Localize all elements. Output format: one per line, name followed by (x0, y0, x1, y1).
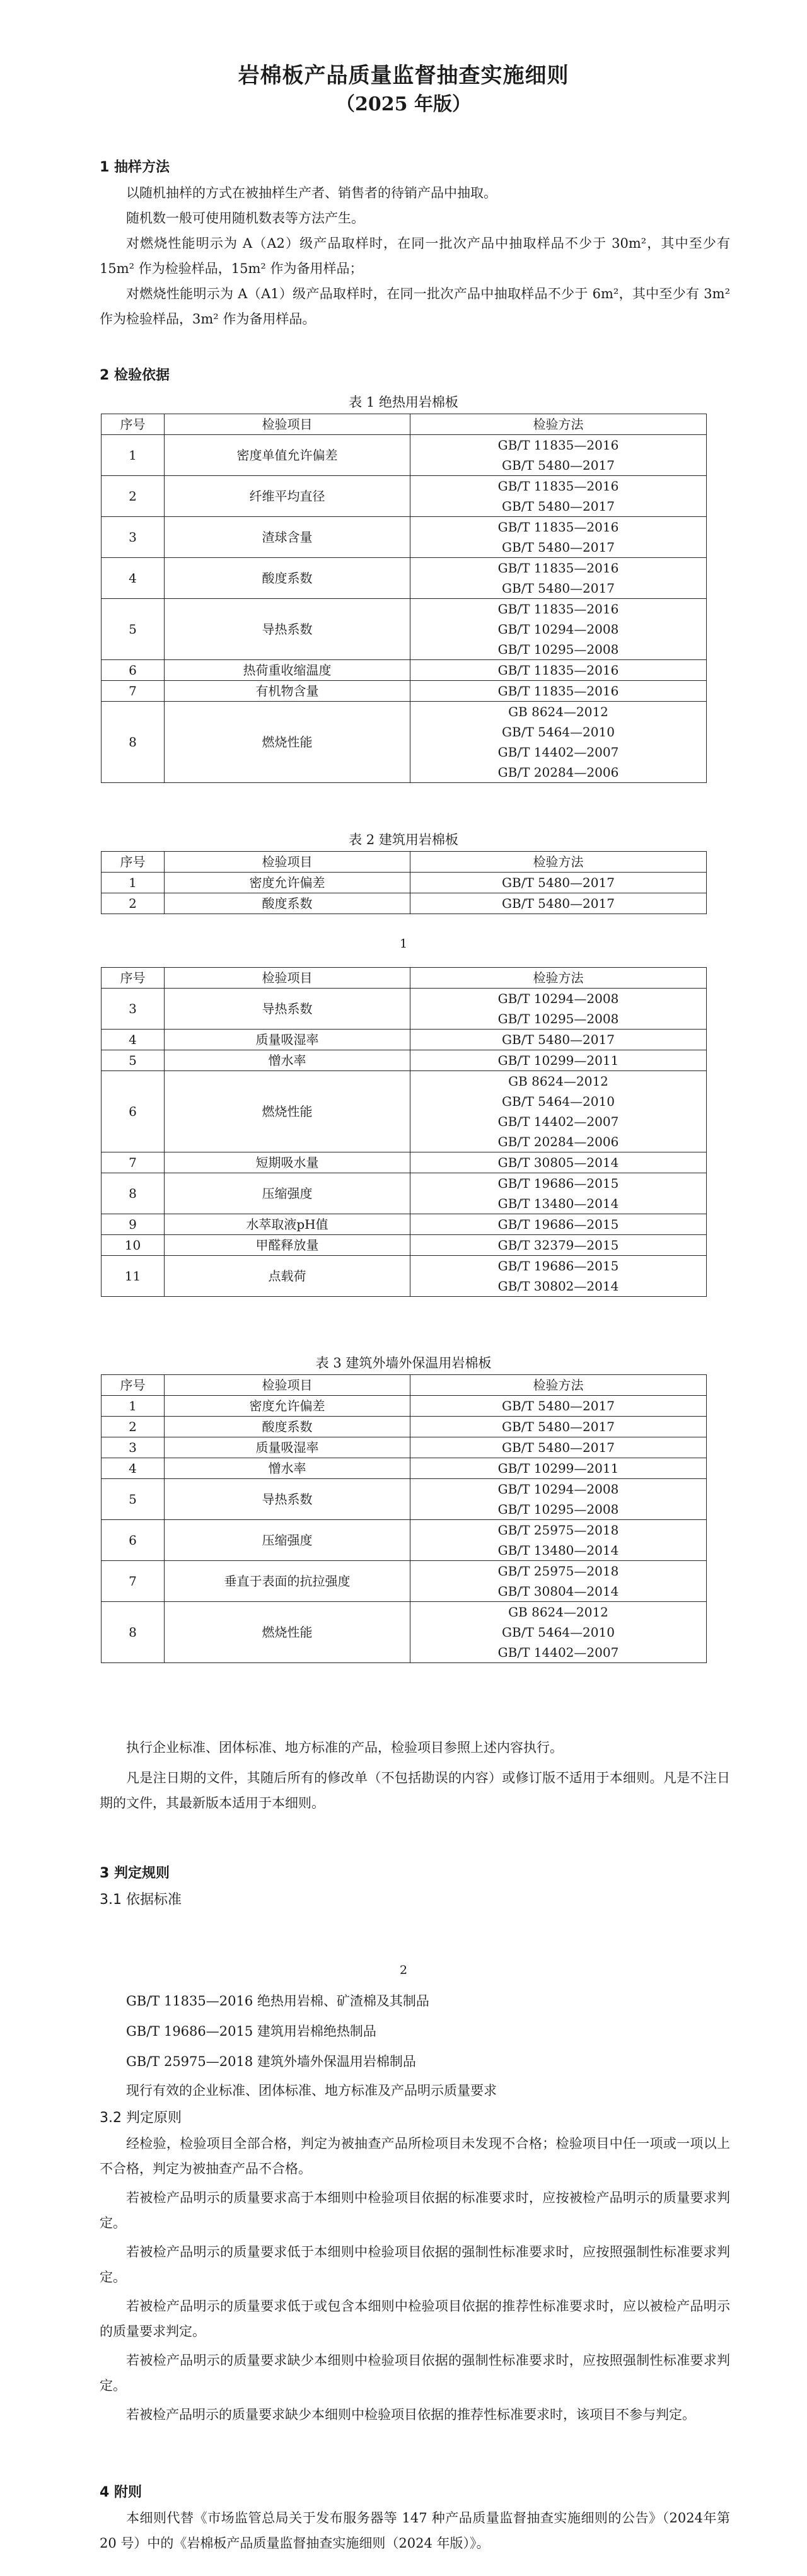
header-no: 序号 (102, 968, 165, 989)
method-standard: GB/T 10295—2008 (497, 1502, 619, 1517)
page-number: 1 (399, 937, 408, 951)
table-row (102, 1437, 707, 1458)
inspection-methods (410, 1520, 707, 1561)
method-standard: GB/T 19686—2015 (497, 1176, 619, 1191)
table-row (102, 1561, 707, 1602)
table-1-caption: 表 1 绝热用岩棉板 (349, 395, 458, 410)
row-number: 2 (102, 1417, 165, 1437)
inspection-methods (410, 1602, 707, 1663)
method-standard: GB/T 14402—2007 (497, 745, 619, 760)
table-row (102, 517, 707, 558)
inspection-methods (410, 517, 707, 558)
paragraph: 以随机抽样的方式在被抽样生产者、销售者的待销产品中抽取。 (126, 185, 497, 200)
row-number: 5 (102, 1050, 165, 1071)
section-2-heading: 2 检验依据 (100, 368, 170, 383)
method-standard: GB/T 11835—2016 (497, 601, 619, 617)
method-standard: GB/T 20284—2006 (497, 765, 619, 780)
table-row (102, 599, 707, 660)
table-row (102, 1071, 707, 1152)
inspection-item: 纤维平均直径 (165, 476, 410, 517)
table-row (102, 989, 707, 1030)
inspection-methods (410, 435, 707, 476)
table-2-caption: 表 2 建筑用岩棉板 (349, 832, 458, 847)
row-number: 3 (102, 517, 165, 558)
row-number: 4 (102, 1458, 165, 1479)
method-standard: GB/T 13480—2014 (497, 1543, 619, 1558)
standard-item: GB/T 25975—2018 建筑外墙外保温用岩棉制品 (126, 2054, 416, 2069)
inspection-methods (410, 989, 707, 1030)
inspection-item: 渣球含量 (165, 517, 410, 558)
inspection-item: 导热系数 (165, 989, 410, 1030)
row-number: 1 (102, 873, 165, 893)
table-header-row (102, 968, 707, 989)
method-standard: GB/T 20284—2006 (497, 1134, 619, 1149)
method-standard: GB/T 11835—2016 (497, 519, 619, 535)
row-number: 5 (102, 1479, 165, 1520)
header-no: 序号 (102, 852, 165, 873)
paragraph: 若被检产品明示的质量要求低于或包含本细则中检验项目依据的推荐性标准要求时，应以被检产品明示的质量要求判定。 (100, 2299, 730, 2339)
paragraph: 本细则代替《市场监管总局关于发布服务器等 147 种产品质量监督抽查实施细则的公告》（2024年第 20 号）中的《岩棉板产品质量监督抽查实施细则（2024 年版）》。 (100, 2510, 730, 2551)
inspection-methods (410, 1479, 707, 1520)
method-standard: GB/T 10299—2011 (497, 1461, 619, 1476)
method-standard: GB/T 14402—2007 (497, 1114, 619, 1129)
row-number: 1 (102, 435, 165, 476)
row-number: 8 (102, 702, 165, 783)
header-method: 检验方法 (410, 414, 707, 435)
inspection-methods (410, 1050, 707, 1071)
method-standard: GB/T 5480—2017 (502, 896, 615, 911)
inspection-item: 垂直于表面的抗拉强度 (165, 1561, 410, 1602)
table-1 (101, 414, 707, 783)
header-method: 检验方法 (410, 968, 707, 989)
inspection-methods (410, 893, 707, 914)
inspection-item: 燃烧性能 (165, 1071, 410, 1152)
row-number: 4 (102, 1030, 165, 1050)
subsection-3-1-heading: 3.1 依据标准 (100, 1892, 182, 1908)
table-row (102, 1050, 707, 1071)
table-row (102, 873, 707, 893)
inspection-item: 导热系数 (165, 1479, 410, 1520)
header-item: 检验项目 (165, 414, 410, 435)
row-number: 7 (102, 1152, 165, 1173)
standard-item: GB/T 11835—2016 绝热用岩棉、矿渣棉及其制品 (126, 1993, 429, 2009)
inspection-item: 憎水率 (165, 1458, 410, 1479)
table-row (102, 1152, 707, 1173)
table-header-row (102, 1375, 707, 1396)
inspection-methods (410, 1152, 707, 1173)
row-number: 2 (102, 476, 165, 517)
table-row (102, 1173, 707, 1214)
inspection-methods (410, 1235, 707, 1256)
method-standard: GB 8624—2012 (508, 1074, 608, 1089)
method-standard: GB/T 25975—2018 (497, 1523, 619, 1538)
method-standard: GB/T 13480—2014 (497, 1196, 619, 1211)
inspection-methods (410, 681, 707, 702)
method-standard: GB/T 5480—2017 (502, 581, 615, 596)
section-1-heading: 1 抽样方法 (100, 160, 170, 175)
row-number: 11 (102, 1256, 165, 1297)
header-item: 检验项目 (165, 968, 410, 989)
row-number: 7 (102, 681, 165, 702)
document-subtitle: （2025 年版） (336, 93, 471, 115)
row-number: 4 (102, 558, 165, 599)
method-standard: GB/T 10294—2008 (497, 1482, 619, 1497)
row-number: 10 (102, 1235, 165, 1256)
method-standard: GB/T 11835—2016 (497, 683, 619, 699)
method-standard: GB/T 10299—2011 (497, 1053, 619, 1068)
inspection-methods (410, 1030, 707, 1050)
table-2-part-b (101, 967, 707, 1297)
method-standard: GB/T 5480—2017 (502, 540, 615, 555)
table-header-row (102, 414, 707, 435)
inspection-methods (410, 1561, 707, 1602)
table-row (102, 1520, 707, 1561)
inspection-item: 燃烧性能 (165, 1602, 410, 1663)
row-number: 6 (102, 660, 165, 681)
table-row (102, 1030, 707, 1050)
paragraph: 若被检产品明示的质量要求低于本细则中检验项目依据的强制性标准要求时，应按照强制性标准要求判定。 (100, 2244, 730, 2285)
row-number: 3 (102, 989, 165, 1030)
table-row (102, 1602, 707, 1663)
paragraph: 随机数一般可使用随机数表等方法产生。 (126, 211, 364, 226)
method-standard: GB/T 10295—2008 (497, 642, 619, 657)
table-row (102, 1417, 707, 1437)
table-row (102, 1256, 707, 1297)
method-standard: GB/T 14402—2007 (497, 1645, 619, 1660)
table-row (102, 1458, 707, 1479)
header-no: 序号 (102, 1375, 165, 1396)
inspection-item: 热荷重收缩温度 (165, 660, 410, 681)
table-row (102, 558, 707, 599)
inspection-item: 压缩强度 (165, 1173, 410, 1214)
table-2-part-a (101, 851, 707, 914)
method-standard: GB/T 5464—2010 (502, 1094, 615, 1109)
inspection-methods (410, 702, 707, 783)
inspection-methods (410, 1396, 707, 1417)
inspection-methods (410, 873, 707, 893)
row-number: 9 (102, 1214, 165, 1235)
table-row (102, 1396, 707, 1417)
inspection-methods (410, 476, 707, 517)
inspection-methods (410, 558, 707, 599)
table-3-caption: 表 3 建筑外墙外保温用岩棉板 (315, 1355, 492, 1371)
inspection-item: 憎水率 (165, 1050, 410, 1071)
method-standard: GB/T 25975—2018 (497, 1564, 619, 1579)
method-standard: GB/T 30805—2014 (497, 1155, 619, 1170)
section-3-heading: 3 判定规则 (100, 1865, 170, 1881)
paragraph: 执行企业标准、团体标准、地方标准的产品，检验项目参照上述内容执行。 (126, 1740, 563, 1755)
method-standard: GB/T 5480—2017 (502, 458, 615, 473)
header-item: 检验项目 (165, 1375, 410, 1396)
method-standard: GB/T 19686—2015 (497, 1217, 619, 1232)
method-standard: GB/T 11835—2016 (497, 438, 619, 453)
header-item: 检验项目 (165, 852, 410, 873)
table-row (102, 1479, 707, 1520)
header-method: 检验方法 (410, 1375, 707, 1396)
inspection-item: 有机物含量 (165, 681, 410, 702)
header-method: 检验方法 (410, 852, 707, 873)
method-standard: GB 8624—2012 (508, 704, 608, 719)
method-standard: GB/T 5480—2017 (502, 875, 615, 890)
inspection-methods (410, 1214, 707, 1235)
method-standard: GB/T 11835—2016 (497, 663, 619, 678)
inspection-item: 质量吸湿率 (165, 1437, 410, 1458)
row-number: 2 (102, 893, 165, 914)
method-standard: GB/T 5464—2010 (502, 724, 615, 740)
inspection-item: 水萃取液pH值 (165, 1214, 410, 1235)
method-standard: GB/T 5480—2017 (502, 1440, 615, 1455)
subsection-3-2-heading: 3.2 判定原则 (100, 2110, 182, 2126)
table-row (102, 435, 707, 476)
row-number: 8 (102, 1173, 165, 1214)
paragraph: 若被检产品明示的质量要求缺少本细则中检验项目依据的强制性标准要求时，应按照强制性标准要求判定。 (100, 2353, 730, 2393)
inspection-item: 密度允许偏差 (165, 1396, 410, 1417)
method-standard: GB/T 5480—2017 (502, 1398, 615, 1413)
inspection-methods (410, 1256, 707, 1297)
header-no: 序号 (102, 414, 165, 435)
method-standard: GB/T 5480—2017 (502, 1032, 615, 1047)
inspection-methods (410, 1437, 707, 1458)
method-standard: GB/T 5464—2010 (502, 1625, 615, 1640)
inspection-item: 燃烧性能 (165, 702, 410, 783)
document-title: 岩棉板产品质量监督抽查实施细则 (238, 63, 569, 88)
standard-item: GB/T 19686—2015 建筑用岩棉绝热制品 (126, 2024, 376, 2039)
table-row (102, 893, 707, 914)
inspection-item: 密度允许偏差 (165, 873, 410, 893)
paragraph: 对燃烧性能明示为 A（A2）级产品取样时，在同一批次产品中抽取样品不少于 30m²，其中至少有 15m² 作为检验样品，15m² 作为备用样品； (100, 236, 730, 276)
method-standard: GB/T 11835—2016 (497, 479, 619, 494)
inspection-item: 密度单值允许偏差 (165, 435, 410, 476)
row-number: 6 (102, 1071, 165, 1152)
table-row (102, 476, 707, 517)
paragraph: 经检验，检验项目全部合格，判定为被抽查产品所检项目未发现不合格；检验项目中任一项或一项以上不合格，判定为被抽查产品不合格。 (100, 2136, 730, 2176)
paragraph: 若被检产品明示的质量要求缺少本细则中检验项目依据的推荐性标准要求时，该项目不参与判定。 (126, 2407, 695, 2422)
inspection-item: 压缩强度 (165, 1520, 410, 1561)
inspection-methods (410, 1417, 707, 1437)
row-number: 7 (102, 1561, 165, 1602)
inspection-methods (410, 660, 707, 681)
method-standard: GB/T 19686—2015 (497, 1258, 619, 1273)
inspection-methods (410, 1173, 707, 1214)
method-standard: GB/T 30802—2014 (497, 1279, 619, 1294)
row-number: 5 (102, 599, 165, 660)
row-number: 1 (102, 1396, 165, 1417)
inspection-methods (410, 1458, 707, 1479)
inspection-methods (410, 1071, 707, 1152)
table-header-row (102, 852, 707, 873)
paragraph: 若被检产品明示的质量要求高于本细则中检验项目依据的标准要求时，应按被检产品明示的质量要求判定。 (100, 2190, 730, 2231)
method-standard: GB/T 10294—2008 (497, 991, 619, 1006)
inspection-methods (410, 599, 707, 660)
table-row (102, 702, 707, 783)
method-standard: GB/T 30804—2014 (497, 1584, 619, 1599)
inspection-item: 点载荷 (165, 1256, 410, 1297)
section-4-heading: 4 附则 (100, 2485, 142, 2500)
inspection-item: 酸度系数 (165, 558, 410, 599)
row-number: 3 (102, 1437, 165, 1458)
row-number: 8 (102, 1602, 165, 1663)
table-row (102, 1214, 707, 1235)
inspection-item: 甲醛释放量 (165, 1235, 410, 1256)
method-standard: GB/T 10294—2008 (497, 622, 619, 637)
table-row (102, 681, 707, 702)
paragraph: 对燃烧性能明示为 A（A1）级产品取样时，在同一批次产品中抽取样品不少于 6m²，其中至少有 3m² 作为检验样品，3m² 作为备用样品。 (100, 286, 730, 327)
table-row (102, 660, 707, 681)
method-standard: GB/T 11835—2016 (497, 560, 619, 576)
method-standard: GB/T 10295—2008 (497, 1011, 619, 1026)
inspection-item: 短期吸水量 (165, 1152, 410, 1173)
method-standard: GB/T 32379—2015 (497, 1238, 619, 1253)
method-standard: GB/T 5480—2017 (502, 499, 615, 514)
standard-item: 现行有效的企业标准、团体标准、地方标准及产品明示质量要求 (126, 2083, 497, 2098)
inspection-item: 酸度系数 (165, 893, 410, 914)
page-number: 2 (399, 1963, 408, 1977)
inspection-item: 质量吸湿率 (165, 1030, 410, 1050)
table-3 (101, 1374, 707, 1663)
method-standard: GB/T 5480—2017 (502, 1419, 615, 1434)
inspection-item: 导热系数 (165, 599, 410, 660)
method-standard: GB 8624—2012 (508, 1604, 608, 1620)
row-number: 6 (102, 1520, 165, 1561)
paragraph: 凡是注日期的文件，其随后所有的修改单（不包括勘误的内容）或修订版不适用于本细则。凡是不注日期的文件，其最新版本适用于本细则。 (100, 1770, 730, 1811)
inspection-item: 酸度系数 (165, 1417, 410, 1437)
table-row (102, 1235, 707, 1256)
